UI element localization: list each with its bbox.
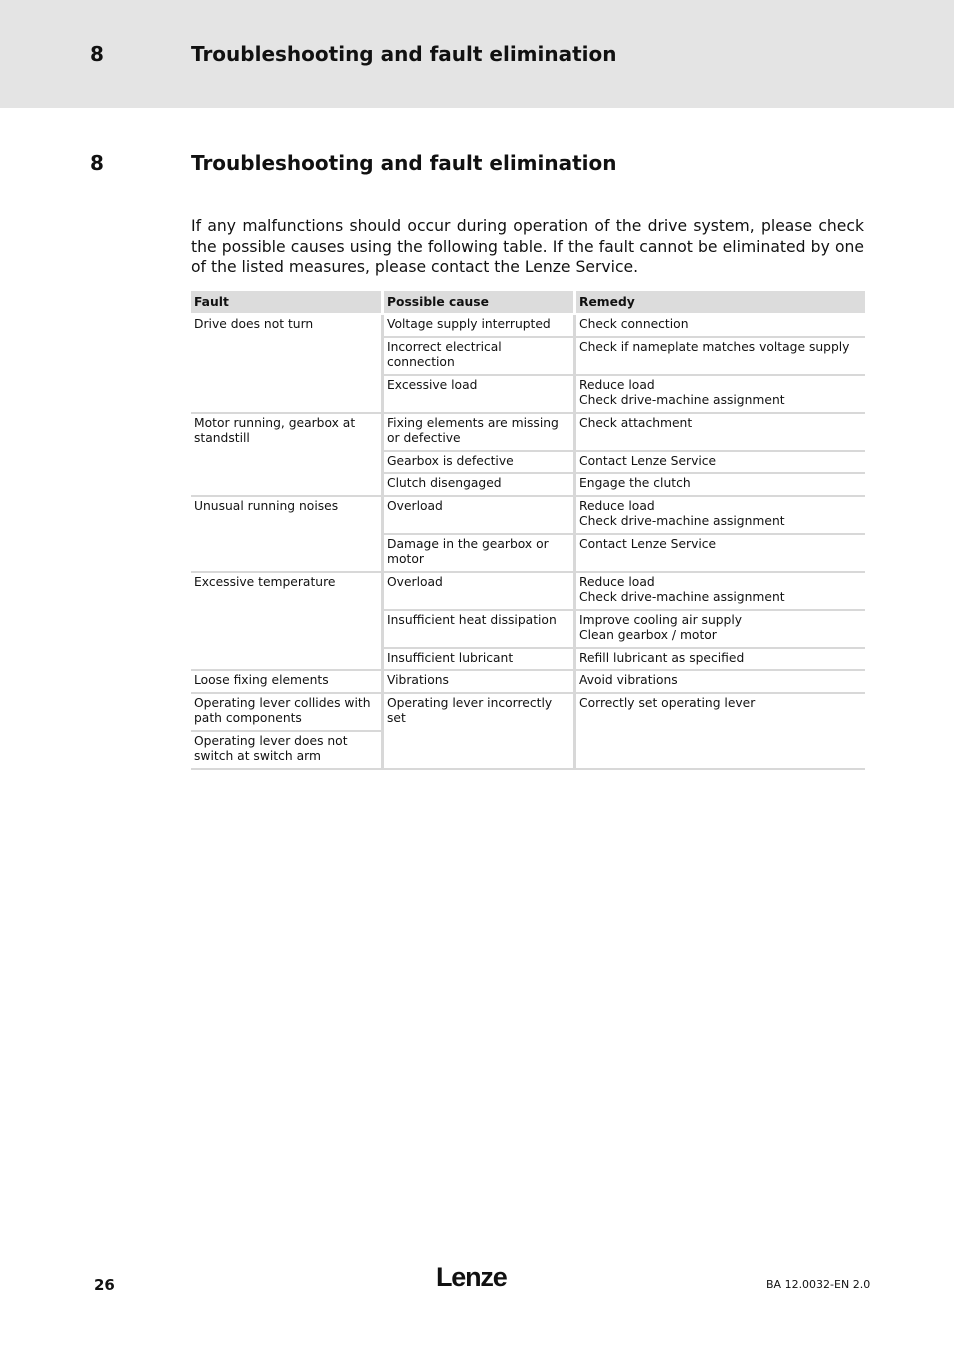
- remedy-cell: Refill lubricant as specified: [576, 649, 865, 672]
- cause-cell: Excessive load: [384, 376, 576, 414]
- fault-cell: Drive does not turn: [191, 315, 384, 414]
- remedy-line: Improve cooling air supply: [579, 612, 743, 627]
- remedy-cell: Check attachment: [576, 414, 865, 452]
- cause-cell: Overload: [384, 497, 576, 535]
- remedy-cell: Contact Lenze Service: [576, 535, 865, 573]
- section-number: 8: [90, 151, 104, 175]
- remedy-cell: Avoid vibrations: [576, 671, 865, 694]
- table-row: [191, 497, 865, 535]
- cause-cell: Incorrect electrical connection: [384, 338, 576, 376]
- cause-cell: Vibrations: [384, 671, 576, 694]
- table-row: [191, 671, 865, 694]
- header-remedy: Remedy: [576, 291, 865, 315]
- remedy-cell: [576, 376, 865, 414]
- cause-cell: Gearbox is defective: [384, 452, 576, 475]
- remedy-cell: Check if nameplate matches voltage supply: [576, 338, 865, 376]
- cause-cell: Insufficient heat dissipation: [384, 611, 576, 649]
- lenze-logo: Lenze: [436, 1262, 507, 1292]
- fault-cell: Operating lever collides with path components: [191, 694, 384, 732]
- remedy-line: Clean gearbox / motor: [579, 628, 717, 642]
- cause-cell: Clutch disengaged: [384, 474, 576, 497]
- chapter-title: Troubleshooting and fault elimination: [191, 42, 617, 66]
- remedy-cell: [576, 611, 865, 649]
- page-number: 26: [94, 1276, 115, 1294]
- table-row: [191, 694, 865, 732]
- header-fault: Fault: [191, 291, 384, 315]
- remedy-line: Reduce load: [579, 574, 655, 589]
- table-row: [191, 315, 865, 338]
- header-possible-cause: Possible cause: [384, 291, 576, 315]
- table-header-row: [191, 291, 865, 315]
- cause-cell: Operating lever incorrectly set: [384, 694, 576, 770]
- table-row: [191, 573, 865, 611]
- remedy-line: Check drive-machine assignment: [579, 393, 785, 407]
- fault-cell: Excessive temperature: [191, 573, 384, 672]
- remedy-line: Check drive-machine assignment: [579, 590, 785, 604]
- cause-cell: Voltage supply interrupted: [384, 315, 576, 338]
- remedy-cell: Engage the clutch: [576, 474, 865, 497]
- table-row: [191, 414, 865, 452]
- cause-cell: Insufficient lubricant: [384, 649, 576, 672]
- intro-paragraph: [191, 216, 864, 278]
- fault-cell: Operating lever does not switch at switch arm: [191, 732, 384, 770]
- document-reference: BA 12.0032-EN 2.0: [766, 1278, 871, 1291]
- remedy-line: Reduce load: [579, 377, 655, 392]
- remedy-line: Check drive-machine assignment: [579, 514, 785, 528]
- remedy-cell: [576, 497, 865, 535]
- remedy-cell: [576, 573, 865, 611]
- fault-cell: Unusual running noises: [191, 497, 384, 573]
- chapter-number: 8: [90, 42, 104, 66]
- intro-text: If any malfunctions should occur during operation of the drive system, please check the possible causes using the following table. If the fault cannot be eliminated by one of the listed measures, please contact the Lenze Service.: [191, 217, 864, 276]
- cause-cell: Overload: [384, 573, 576, 611]
- troubleshooting-table: [191, 291, 865, 770]
- cause-cell: Damage in the gearbox or motor: [384, 535, 576, 573]
- remedy-cell: Contact Lenze Service: [576, 452, 865, 475]
- fault-cell: Loose fixing elements: [191, 671, 384, 694]
- remedy-cell: Check connection: [576, 315, 865, 338]
- cause-cell: Fixing elements are missing or defective: [384, 414, 576, 452]
- fault-cell: Motor running, gearbox at standstill: [191, 414, 384, 497]
- section-title: Troubleshooting and fault elimination: [191, 151, 617, 175]
- chapter-header: [0, 0, 954, 108]
- remedy-cell: Correctly set operating lever: [576, 694, 865, 770]
- remedy-line: Reduce load: [579, 498, 655, 513]
